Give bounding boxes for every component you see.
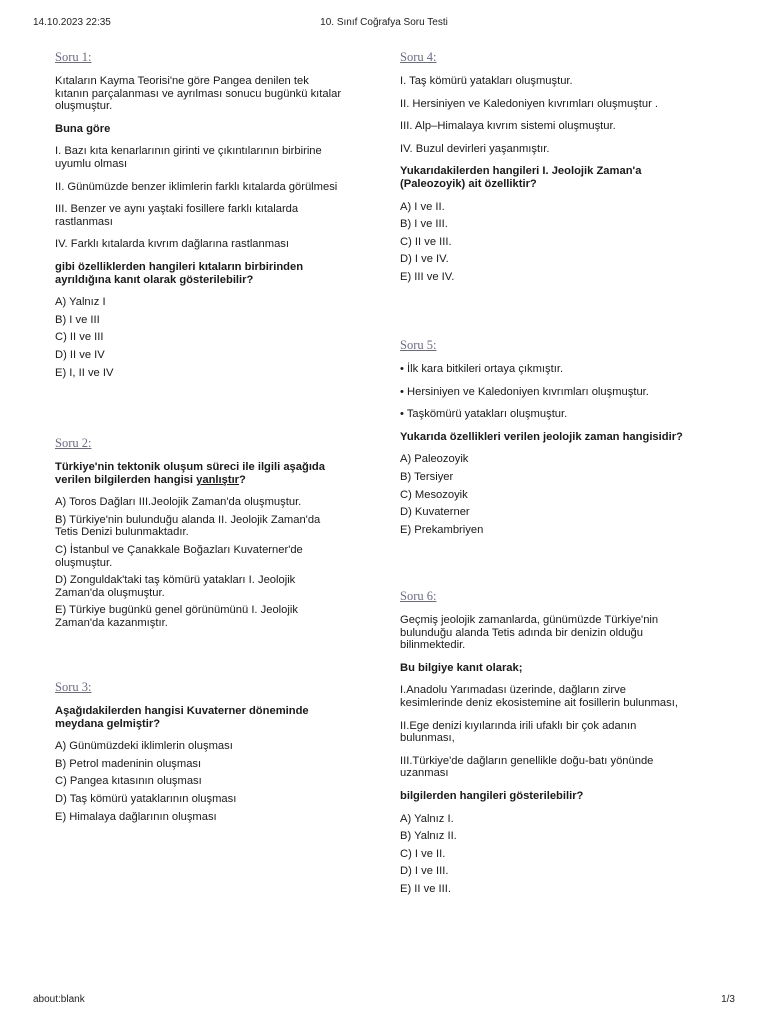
question-1-intro: Kıtaların Kayma Teorisi'ne göre Pangea denilen tek kıtanın parçalanması ve ayrılması sonucu bugünkü kıtalar oluşmuştur. [55,75,342,113]
question-4-item: III. Alp–Himalaya kıvrım sistemi oluşmuştur. [400,120,616,133]
question-5-item: • İlk kara bitkileri ortaya çıkmıştır. [400,363,564,375]
question-1 [55,50,345,384]
question-1-options [55,296,345,379]
question-4 [400,50,690,289]
option-c: C) I ve II. [400,847,446,860]
question-5-item: • Taşkömürü yatakları oluşmuştur. [400,408,568,421]
question-2-options [55,496,345,629]
option-a: A) Yalnız I. [400,812,454,825]
option-b: B) I ve III [55,313,100,326]
question-4-options [400,201,690,284]
print-footer [33,994,735,1008]
question-2 [55,436,345,635]
option-e: E) Himalaya dağlarının oluşması [55,810,217,823]
question-1-item: III. Benzer ve aynı yaştaki fosillere farklı kıtalarda rastlanması [55,203,299,228]
print-header [33,17,735,31]
question-5-stem: Yukarıda özellikleri verilen jeolojik zaman hangisidir? [400,430,683,443]
question-2-stem-end: ? [239,473,246,486]
option-a: A) Yalnız I [55,296,106,309]
question-3 [55,680,345,828]
question-3-options [55,740,345,823]
option-e: E) III ve IV. [400,270,455,283]
option-d: D) I ve IV. [400,253,449,266]
question-2-label: Soru 2: [55,436,92,450]
option-b: B) Türkiye'nin bulunduğu alanda II. Jeolojik Zaman'da Tetis Denizi bulunmaktadır. [55,513,321,539]
question-6-item: II.Ege denizi kıyılarında irili ufaklı bir çok adanın bulunması, [400,719,637,745]
option-b: B) Yalnız II. [400,830,457,843]
question-5-label: Soru 5: [400,338,437,352]
question-2-stem-text: Türkiye'nin tektonik oluşum süreci ile ilgili aşağıda verilen bilgilerden hangisi [55,461,325,486]
question-2-stem-underlined: yanlıştır [196,473,240,486]
question-1-item: IV. Farklı kıtalarda kıvrım dağlarına rastlanması [55,238,289,251]
question-2-stem [55,461,345,486]
option-e: E) Prekambriyen [400,523,484,536]
question-1-item: II. Günümüzde benzer iklimlerin farklı kıtalarda görülmesi [55,180,338,193]
option-c: C) İstanbul ve Çanakkale Boğazları Kuvaterner'de oluşmuştur. [55,543,303,569]
question-1-item: I. Bazı kıta kenarlarının girinti ve çıkıntılarının birbirine uyumlu olması [55,145,322,170]
option-c: C) II ve III. [400,235,452,248]
question-4-item: I. Taş kömürü yatakları oluşmuştur. [400,75,573,87]
option-b: B) Petrol madeninin oluşması [55,757,202,770]
page-url: about:blank [33,994,85,1005]
document-title: 10. Sınıf Coğrafya Soru Testi [320,17,448,28]
question-6 [400,589,690,901]
question-6-item: I.Anadolu Yarımadası üzerinde, dağların zirve kesimlerinde deniz ekosistemine ait fosillerin bulunması, [400,684,678,709]
page-number: 1/3 [721,994,735,1005]
option-e: E) I, II ve IV [55,366,114,379]
question-1-lead: Buna göre [55,122,111,135]
print-datetime: 14.10.2023 22:35 [33,17,111,28]
question-4-item: IV. Buzul devirleri yaşanmıştır. [400,142,550,155]
option-a: A) I ve II. [400,200,445,213]
option-e: E) II ve III. [400,882,451,895]
option-d: D) Kuvaterner [400,506,470,519]
question-6-item: III.Türkiye'de dağların genellikle doğu-batı yönünde uzanması [400,754,654,780]
question-4-item: II. Hersiniyen ve Kaledoniyen kıvrımları oluşmuştur . [400,97,659,110]
question-1-stem: gibi özelliklerden hangileri kıtaların birbirinden ayrıldığına kanıt olarak gösterilebilir? [55,260,304,286]
option-b: B) Tersiyer [400,470,454,483]
option-d: D) II ve IV [55,348,105,361]
question-6-label: Soru 6: [400,589,437,603]
question-4-stem: Yukarıdakilerden hangileri I. Jeolojik Zaman'a (Paleozoyik) ait özelliktir? [400,165,642,190]
question-4-label: Soru 4: [400,50,437,64]
option-d: D) Zonguldak'taki taş kömürü yatakları I. Jeolojik Zaman'da oluşmuştur. [55,574,296,599]
option-d: D) I ve III. [400,865,449,878]
option-c: C) Mesozoyik [400,488,468,501]
option-a: A) Toros Dağları III.Jeolojik Zaman'da oluşmuştur. [55,496,302,509]
question-6-intro: Geçmiş jeolojik zamanlarda, günümüzde Türkiye'nin bulunduğu alanda Tetis adında bir denizin olduğu bilinmektedir. [400,614,659,652]
question-5 [400,338,690,541]
question-6-options [400,813,690,896]
option-c: C) Pangea kıtasının oluşması [55,775,202,788]
question-1-label: Soru 1: [55,50,92,64]
option-d: D) Taş kömürü yataklarının oluşması [55,792,237,805]
question-3-label: Soru 3: [55,680,92,694]
option-a: A) Paleozoyik [400,453,469,466]
option-e: E) Türkiye bugünkü genel görünümünü I. Jeolojik Zaman'da kazanmıştır. [55,604,298,629]
question-3-stem: Aşağıdakilerden hangisi Kuvaterner döneminde meydana gelmiştir? [55,705,309,730]
option-c: C) II ve III [55,331,104,344]
question-5-options [400,453,690,536]
option-a: A) Günümüzdeki iklimlerin oluşması [55,740,233,753]
question-5-item: • Hersiniyen ve Kaledoniyen kıvrımları oluşmuştur. [400,385,649,398]
question-6-lead: Bu bilgiye kanıt olarak; [400,661,523,674]
question-6-stem: bilgilerden hangileri gösterilebilir? [400,789,584,802]
option-b: B) I ve III. [400,218,448,231]
